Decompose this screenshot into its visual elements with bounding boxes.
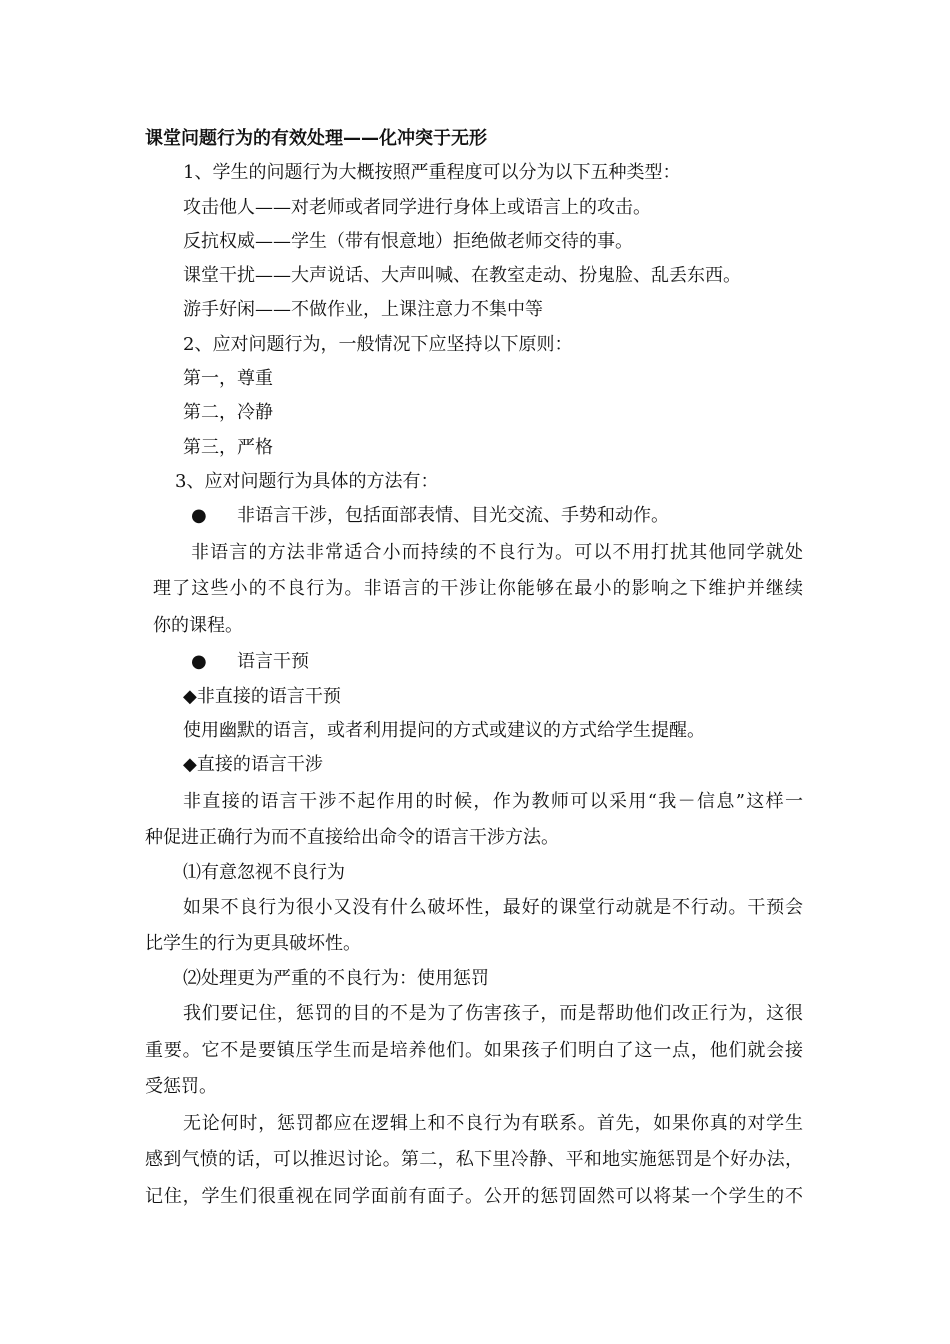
paragraph-line: 非直接的语言干涉不起作用的时候，作为教师可以采用“我－信息”这样一 bbox=[183, 791, 803, 812]
paragraph-line: 种促进正确行为而不直接给出命令的语言干涉方法。 bbox=[145, 827, 559, 848]
section1-heading: 1、学生的问题行为大概按照严重程度可以分为以下五种类型： bbox=[183, 162, 681, 183]
bullet-item bbox=[191, 504, 669, 528]
paragraph-line: 无论何时，惩罚都应在逻辑上和不良行为有联系。首先，如果你真的对学生 bbox=[183, 1113, 803, 1134]
paragraph-line: 记住，学生们很重视在同学面前有面子。公开的惩罚固然可以将某一个学生的不 bbox=[145, 1186, 803, 1207]
section1-item: 课堂干扰——大声说话、大声叫喊、在教室走动、扮鬼脸、乱丢东西。 bbox=[183, 265, 741, 286]
paragraph-line: 你的课程。 bbox=[153, 615, 243, 636]
bullet-item bbox=[191, 650, 309, 674]
section2-item: 第二，冷静 bbox=[183, 402, 273, 423]
paragraph-line: 比学生的行为更具破坏性。 bbox=[145, 933, 361, 954]
section1-item: 游手好闲——不做作业，上课注意力不集中等 bbox=[183, 299, 543, 320]
section1-item: 攻击他人——对老师或者同学进行身体上或语言上的攻击。 bbox=[183, 197, 651, 218]
paragraph-line: 受惩罚。 bbox=[145, 1076, 217, 1097]
section3-heading: 3、应对问题行为具体的方法有： bbox=[175, 471, 439, 492]
numbered-item-title: ⑵处理更为严重的不良行为：使用惩罚 bbox=[183, 968, 489, 989]
paragraph-line: 非语言的方法非常适合小而持续的不良行为。可以不用打扰其他同学就处 bbox=[191, 542, 803, 563]
paragraph-line: 如果不良行为很小又没有什么破坏性，最好的课堂行动就是不行动。干预会 bbox=[183, 897, 803, 918]
document-title: 课堂问题行为的有效处理——化冲突于无形 bbox=[145, 128, 487, 149]
paragraph-line: 重要。它不是要镇压学生而是培养他们。如果孩子们明白了这一点，他们就会接 bbox=[145, 1040, 803, 1061]
bullet-label: 语言干预 bbox=[237, 651, 309, 672]
paragraph-line: 理了这些小的不良行为。非语言的干涉让你能够在最小的影响之下维护并继续 bbox=[153, 578, 803, 599]
numbered-item-title: ⑴有意忽视不良行为 bbox=[183, 862, 345, 883]
bullet-icon: ● bbox=[191, 651, 207, 672]
subsection-title: ◆非直接的语言干预 bbox=[183, 686, 341, 707]
bullet-icon: ● bbox=[191, 505, 207, 526]
section1-item: 反抗权威——学生（带有恨意地）拒绝做老师交待的事。 bbox=[183, 231, 633, 252]
section2-item: 第三，严格 bbox=[183, 437, 273, 458]
subsection-title: ◆直接的语言干涉 bbox=[183, 754, 323, 775]
paragraph-line: 使用幽默的语言，或者利用提问的方式或建议的方式给学生提醒。 bbox=[183, 720, 705, 741]
section2-item: 第一，尊重 bbox=[183, 368, 273, 389]
paragraph-line: 感到气愤的话，可以推迟讨论。第二，私下里冷静、平和地实施惩罚是个好办法， bbox=[145, 1149, 803, 1170]
paragraph-line: 我们要记住，惩罚的目的不是为了伤害孩子，而是帮助他们改正行为，这很 bbox=[183, 1003, 803, 1024]
section2-heading: 2、应对问题行为，一般情况下应坚持以下原则： bbox=[183, 334, 573, 355]
bullet-label: 非语言干涉，包括面部表情、目光交流、手势和动作。 bbox=[237, 505, 669, 526]
